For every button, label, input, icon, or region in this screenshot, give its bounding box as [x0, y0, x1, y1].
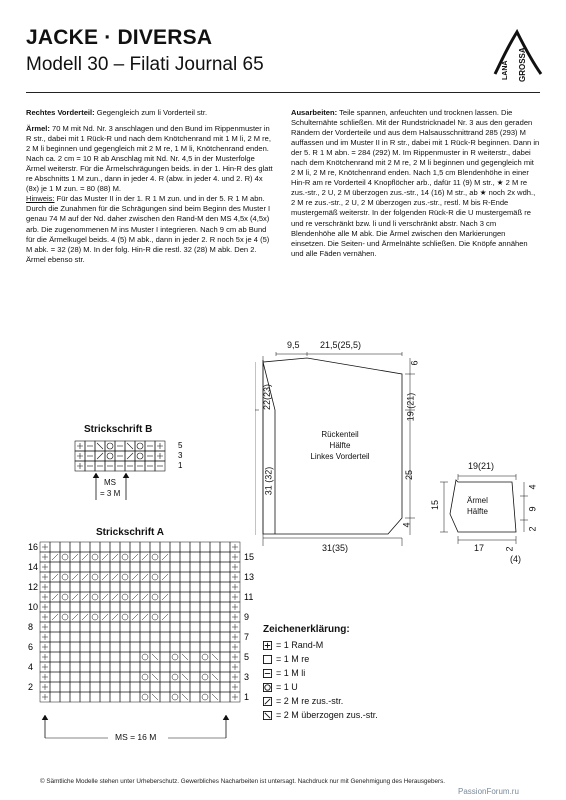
sleeve-dim-right-bottom: 2 [527, 526, 538, 532]
body-dim-right-bottom: 4 [401, 522, 412, 528]
sleeve-label-line1: Ärmel [467, 496, 488, 505]
legend-row [263, 652, 378, 666]
page-subtitle: Modell 30 – Filati Journal 65 [26, 54, 264, 75]
instructions-left [26, 108, 274, 271]
chart-a-row-number: 14 [28, 562, 39, 572]
chart-b-ms-label: MS [104, 478, 116, 487]
body-dim-top-left: 9,5 [287, 340, 300, 350]
chart-a-row-number: 3 [244, 672, 250, 682]
sleeve-dim-right-top: 4 [527, 484, 538, 490]
chart-a-row-number: 9 [244, 612, 250, 622]
body-label-line3: Linkes Vorderteil [310, 452, 370, 461]
body-dim-right-top: 6 [409, 360, 420, 366]
chart-b-row-5: 5 [178, 441, 183, 450]
symbol-legend [263, 624, 378, 722]
plus-box-icon [263, 641, 272, 650]
legend-text: = 2 M re zus.-str. [276, 696, 344, 706]
legend-row [263, 666, 378, 680]
body-label-line1: Rückenteil [321, 430, 359, 439]
chart-a-row-number: 16 [28, 542, 39, 552]
svg-text:GROSSA: GROSSA [518, 47, 527, 82]
chart-a-cells [40, 542, 240, 702]
slash-box-icon [263, 697, 272, 706]
svg-text:LANA: LANA [502, 60, 509, 80]
legend-row [263, 708, 378, 722]
sleeve-dim-bottom: 17 [474, 543, 485, 553]
legend-title: Zeichenerklärung: [263, 624, 350, 635]
legend-text: = 1 M re [276, 654, 310, 664]
empty-box-icon [263, 655, 272, 664]
dash-box-icon [263, 669, 272, 678]
chart-a-row-number: 11 [244, 592, 254, 602]
body-dim-left-upper: 22(23) [262, 383, 273, 411]
chart-b-title: Strickschrift B [84, 424, 153, 435]
legend-row [263, 694, 378, 708]
legend-text: = 2 M überzogen zus.-str. [276, 710, 378, 720]
label-rechtes-vorderteil: Rechtes Vorderteil: [26, 108, 95, 117]
text-ausarbeiten: Teile spannen, anfeuchten und trocknen lassen. Die Schulternähte schließen. Mit der Rundstricknadel Nr. 3 aus den geraden Rändern der Vorderteile und aus dem Halsausschnittrand 285 (293) M auffassen und im Muster II in R str., dabei mit 1 Rück-R beginnen. Dann in der 5. R 1 M abn. = 284 (292) M. Im Rippenmuster in R weiterstr., dabei nach dem Knötchenrand mit 2 M re, 2 M li beginnen und gegengleich mit 2 M li, 2 M re, Knötchenrand enden. Nach 1,5 cm Blendenhöhe in einer Hin-R am re Vorderteil 4 Knopflöcher arb., dafür 11 (9) M str., ★ 2 M re zus.-str., 2 U, 2 M überzogen zus.-str., 14 (16) M str., ab ★ noch 2x wdh., 2 M re zus.-str., 2 U, 2 M überzogen zus.-str., restl. M bis R-Ende mustergemäß weiterstr. In der folgenden Rück-R die U mustergemäß re und re verschränkt bzw. li und li verschränkt abstr. Nach 3 cm Blendenhöhe alle M abk. Die Ärmel zwischen den Markierungen einsetzen. Die Seiten- und Ärmelnähte schließen. Die Knöpfe annähen und alle Fäden vernähen. [291, 108, 540, 258]
chart-a-row-number: 1 [244, 692, 250, 702]
chart-a-ms-value: MS = 16 M [115, 732, 157, 742]
copyright-footer: © Sämtliche Modelle stehen unter Urheberschutz. Gewerbliches Nacharbeiten ist untersagt. Nachdruck nur mit Genehmigung des Herausgebers. [40, 778, 446, 785]
chart-a-row-number: 8 [28, 622, 34, 632]
watermark: PassionForum.ru [458, 787, 519, 796]
chart-b-row-3: 3 [178, 451, 183, 460]
legend-text: = 1 Rand-M [276, 640, 324, 650]
body-dim-right-mid: 19 (21) [405, 392, 416, 422]
chart-a-row-number: 7 [244, 632, 250, 642]
chart-a-title: Strickschrift A [96, 527, 164, 538]
chart-b-grid [70, 436, 200, 504]
backslash-box-icon [263, 711, 272, 720]
label-hinweis: Hinweis: [26, 194, 55, 204]
chart-a-row-number: 10 [28, 602, 39, 612]
legend-text: = 1 U [276, 682, 298, 692]
body-dim-top-right: 21,5(25,5) [320, 340, 362, 350]
label-ausarbeiten: Ausarbeiten: [291, 108, 338, 117]
chart-a-row-number: 6 [28, 642, 34, 652]
circle-box-icon [263, 683, 272, 692]
text-hinweis: Für das Muster II in der 1. R 1 M zun. und in der 5. R 1 M abn. Durch die Zunahmen für die Schrägungen sind beim Beginn des Muster I genau 74 M auf der Nd. daher zwischen den Rand-M den MS 4,5x (4,5x) arb. Die zugenommenen M ins Muster I integrieren. Nach 9 cm ab Bund für die Ärmelkugel beids. 4 (5) M abk., dann in jeder 2. R noch 5x je 4 (5) M abk. = 32 (28) M. In der folg. Hin-R die restl. 32 (28) M abk. Den 2. Ärmel ebenso str. [26, 194, 271, 264]
label-aermel: Ärmel: [26, 124, 50, 134]
chart-a-row-number: 15 [244, 552, 255, 562]
text-aermel: 70 M mit Nd. Nr. 3 anschlagen und den Bund im Rippenmuster in R str., dabei mit 1 Rück-R und nach dem Knötchenrand mit 1 M li, 2 M re, 2 M li beginnen und gegengleich mit 2 M re, 1 M li, Knötchenrand enden. Nach ca. 2 cm = 10 R ab Anschlag mit Nd. Nr. 4,5 in der Musterfolge Ärmel weiterstr. Für die Ärmelschrägungen beids. in der 1. Hin-R des glatt re Abschnitts 1 M zun., dann in jeder 4. R (abw. in jeder 4. und 2. R) 4x (8x) je 1 M zun. = 80 (88) M. [26, 124, 273, 194]
body-dim-right-lower: 25 [404, 469, 415, 481]
legend-row [263, 680, 378, 694]
text-rechtes-vorderteil: Gegengleich zum li Vorderteil str. [94, 108, 208, 117]
chart-a-row-number: 2 [28, 682, 34, 692]
brand-logo [487, 22, 547, 84]
sleeve-dim-left: 15 [430, 499, 441, 511]
chart-a-row-number: 12 [28, 582, 39, 592]
sleeve-dim-top: 19(21) [468, 461, 495, 471]
chart-a-row-number: 4 [28, 662, 34, 672]
page-title: JACKE · DIVERSA [26, 26, 213, 49]
instructions-right [291, 108, 540, 265]
body-label-line2: Hälfte [329, 441, 351, 450]
sleeve-dim-bottom-right-b: (4) [510, 554, 521, 564]
header-rule [26, 92, 540, 93]
chart-a-row-number: 5 [244, 652, 250, 662]
legend-text: = 1 M li [276, 668, 306, 678]
chart-b-row-1: 1 [178, 461, 183, 470]
chart-b-ms-value: = 3 M [100, 489, 121, 498]
chart-b-cells [75, 441, 165, 471]
chart-a-grid [28, 538, 268, 748]
body-dim-left-lower: 31 (32) [263, 466, 274, 496]
sleeve-dim-right-mid: 9 [527, 506, 538, 512]
chart-a-row-number: 13 [244, 572, 255, 582]
body-dim-bottom: 31(35) [322, 543, 349, 553]
legend-row [263, 638, 378, 652]
sleeve-label-line2: Hälfte [467, 507, 488, 516]
sleeve-dim-bottom-right-a: 2 [504, 546, 515, 552]
